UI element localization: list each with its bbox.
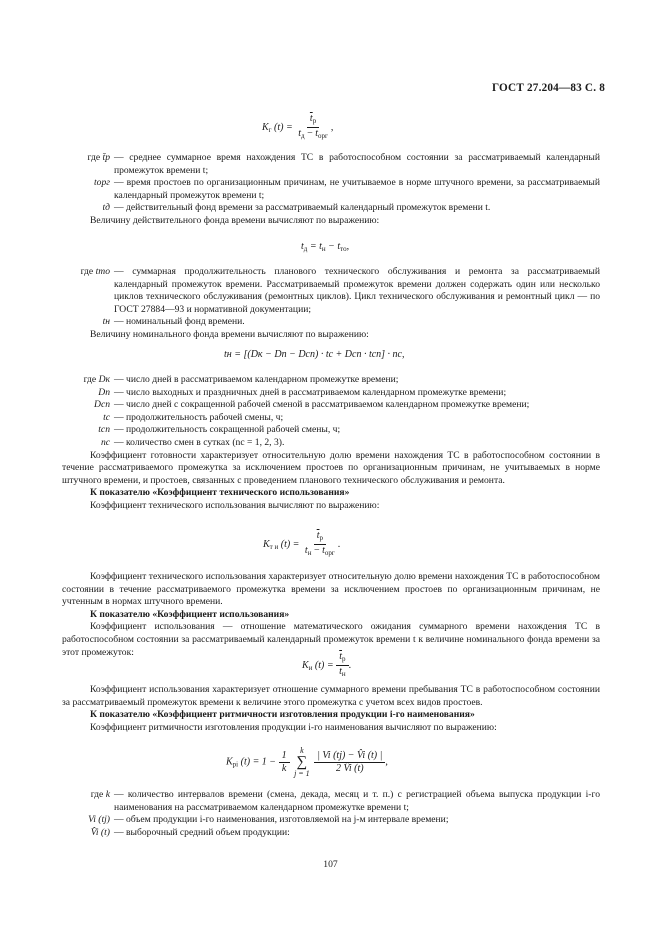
formula-ki: $K_и$ (t) = $\frac{\overline{t}_р}{t_н}$ . xyxy=(302,651,352,678)
page-header: ГОСТ 27.204—83 С. 8 xyxy=(491,82,605,94)
def-row: Dп — число выходных и праздничных дней в рассматриваемом календарном промежутке времени; xyxy=(98,386,507,398)
def-row: Dсп — число дней с сокращенной рабочей сменой в рассматриваемом календарном промежутке времени; xyxy=(94,399,530,411)
def-row: Vi (tj) — объем продукции i-го наименования, изготовляемой на j-м интервале времени; xyxy=(88,814,449,826)
paragraph: Коэффициент использования характеризует отношение суммарного времени пребывания ТС в работоспособном состоянии за рассматриваемый промежуток времени к величине этого промежутка с учетом всех видов простоев. xyxy=(62,684,600,708)
def-row: где Dк — число дней в рассматриваемом календарном промежутке времени; xyxy=(83,374,399,385)
def-row: V̂i (t) — выборочный средний объем продукции: xyxy=(90,826,290,838)
def-row: nс — количество смен в сутках (nс = 1, 2, 3). xyxy=(100,436,285,448)
def-row: где tто — суммарная продолжительность планового технического обслуживания и ремонта за рассматриваемый календарный промежуток времени. Рассматриваемый промежуток времени должен содержать один или несколько циклов технического обслуживания (ремонтных циклов). Цикл технического обслуживания и ремонтный цикл — по ГОСТ 27884—93 и нормативной документации; xyxy=(80,266,600,315)
formula-kti: $K_{т и}$ (t) = $\frac{\overline{t}_р}{t_н - t_{орг}}$ . xyxy=(263,530,341,557)
definitions-td xyxy=(62,266,600,342)
paragraph: Коэффициент ритмичности изготовления продукции i-го наименования вычисляют по выражению: xyxy=(90,721,497,733)
definitions-kg xyxy=(62,152,600,228)
paragraph: Величину номинального фонда времени вычисляют по выражению: xyxy=(90,328,369,340)
section-kti xyxy=(62,571,600,659)
def-row: tорг — время простоев по организационным причинам, не учитываемое в норме штучного времени, за рассматриваемый календарный промежуток времени t; xyxy=(93,177,600,201)
def-row: tсп — продолжительность сокращенной рабочей смены, ч; xyxy=(98,424,341,436)
definitions-kr xyxy=(62,789,600,839)
paragraph: Величину действительного фонда времени вычисляют по выражению: xyxy=(90,214,380,226)
def-row: tд — действительный фонд времени за рассматриваемый календарный промежуток времени t. xyxy=(102,202,491,214)
section-ki xyxy=(62,684,600,734)
section-heading: К показателю «Коэффициент использования» xyxy=(90,608,290,620)
def-row: tн — номинальный фонд времени. xyxy=(102,316,245,328)
paragraph: Коэффициент готовности характеризует относительную долю времени нахождения ТС в работоспособном состоянии в течение рассматриваемого промежутка за исключением простоев по организационным причинам, не учитываемых в норме штучного времени, и простоев, связанных с проведением планового технического обслуживания и ремонта. xyxy=(62,449,600,486)
section-heading: К показателю «Коэффициент технического использования» xyxy=(90,487,350,499)
paragraph: Коэффициент использования — отношение математического ожидания суммарного времени нахождения ТС в работоспособном состоянии за рассматриваемый календарный промежуток времени t к величине номинального фонда времени за этот промежуток: xyxy=(62,621,600,658)
formula-kg: $K_г$ (t) = $\frac{\overline{t}_р}{t_д - t_{орг}}$ , xyxy=(262,113,334,140)
formula-kr: $K_{рi}$ (t) = 1 − $\frac{1}{k}$ k ∑ j = 1 $\frac{| Vi (tj) - V̂i (t) |}{2 V̂i (t)}$ , xyxy=(226,746,388,778)
page-number: 107 xyxy=(323,859,338,870)
def-row: tс — продолжительность рабочей смены, ч; xyxy=(103,411,284,423)
def-row: где k — количество интервалов времени (смена, декада, месяц и т. п.) с регистрацией объема выпуска продукции i-го наименования на рассматриваемом календарном промежутке времени t; xyxy=(90,789,600,813)
definitions-tn xyxy=(62,374,600,513)
def-row: где t̄р — среднее суммарное время нахождения ТС в работоспособном состоянии за рассматриваемый календарный промежуток времени t; xyxy=(87,152,600,176)
formula-tn: tн = [(Dк − Dп − Dсп) · tс + Dсп · tсп] · nс, xyxy=(224,349,405,360)
section-heading: К показателю «Коэффициент ритмичности изготовления продукции i-го наименования» xyxy=(90,709,475,721)
formula-td: $t_д = t_н - t_{то}$, xyxy=(301,241,350,253)
paragraph: Коэффициент технического использования вычисляют по выражению: xyxy=(90,499,380,511)
paragraph: Коэффициент технического использования характеризует относительную долю времени нахождения ТС в работоспособном состоянии в течение рассматриваемого промежутка времени за исключением простоев по организационным причинам, не учтенным в нормах штучного времени. xyxy=(62,571,600,608)
